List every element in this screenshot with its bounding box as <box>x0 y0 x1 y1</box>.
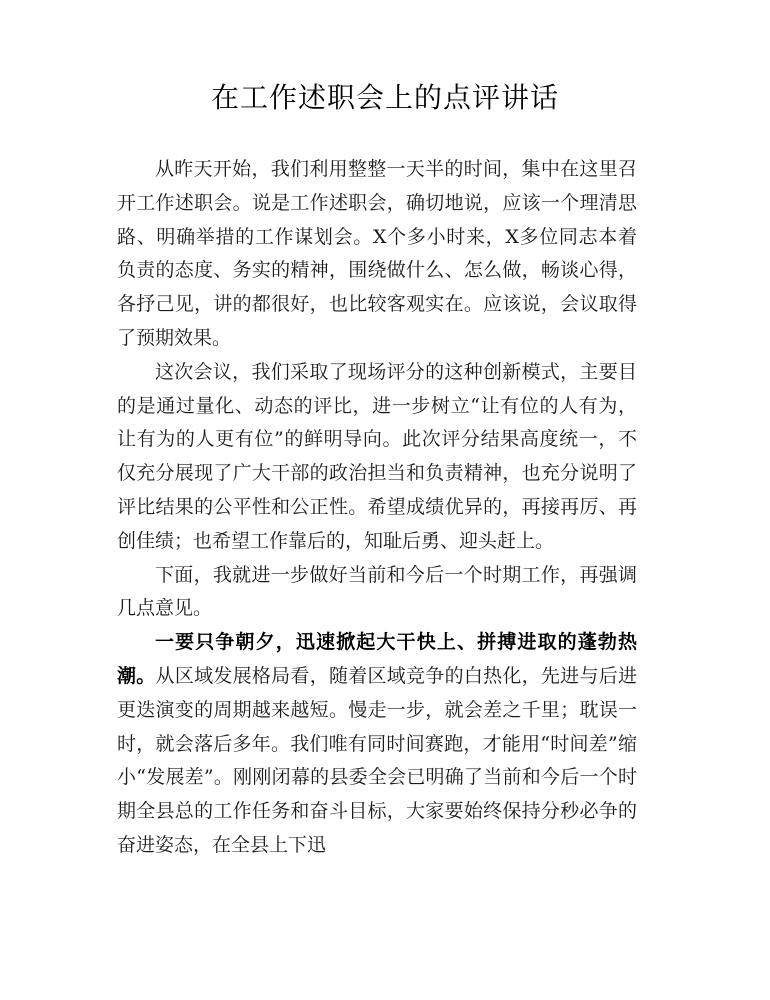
paragraph-4-lead: 一要只争朝夕，迅速掀起大干快上、拼搏进取的蓬勃热潮。 <box>117 631 637 687</box>
paragraph-2 <box>117 356 637 559</box>
paragraph-3-text: 下面，我就进一步做好当前和今后一个时期工作，再强调几点意见。 <box>117 563 637 620</box>
document-title: 在工作述职会上的点评讲话 <box>210 81 559 114</box>
document-body <box>117 153 637 863</box>
paragraph-4-text: 从区域发展格局看，随着区域竞争的白热化，先进与后进更迭演变的周期越来越短。慢走一步，就会差之千里；耽误一时，就会落后多年。我们唯有同时间赛跑，才能用“时间差”缩小“发展差”。刚刚闭幕的县委全会已明确了当前和今后一个时期全县总的工作任务和奋斗目标，大家要始终保持分秒必争的奋进姿态，在全县上下迅 <box>117 664 637 856</box>
paragraph-1-text: 从昨天开始，我们利用整整一天半的时间，集中在这里召开工作述职会。说是工作述职会，确切地说，应该一个理清思路、明确举措的工作谋划会。X个多小时来，X多位同志本着负责的态度、务实的精神，围绕做什么、怎么做，畅谈心得，各抒己见，讲的都很好，也比较客观实在。应该说，会议取得了预期效果。 <box>117 158 637 349</box>
paragraph-2-text: 这次会议，我们采取了现场评分的这种创新模式，主要目的是通过量化、动态的评比，进一步树立“让有位的人有为，让有为的人更有位”的鲜明导向。此次评分结果高度统一，不仅充分展现了广大干部的政治担当和负责精神，也充分说明了评比结果的公平性和公正性。希望成绩优异的，再接再厉、再创佳绩；也希望工作靠后的，知耻后勇、迎头赶上。 <box>117 360 637 552</box>
paragraph-4 <box>117 626 637 863</box>
paragraph-3 <box>117 559 637 627</box>
paragraph-1 <box>117 153 637 356</box>
